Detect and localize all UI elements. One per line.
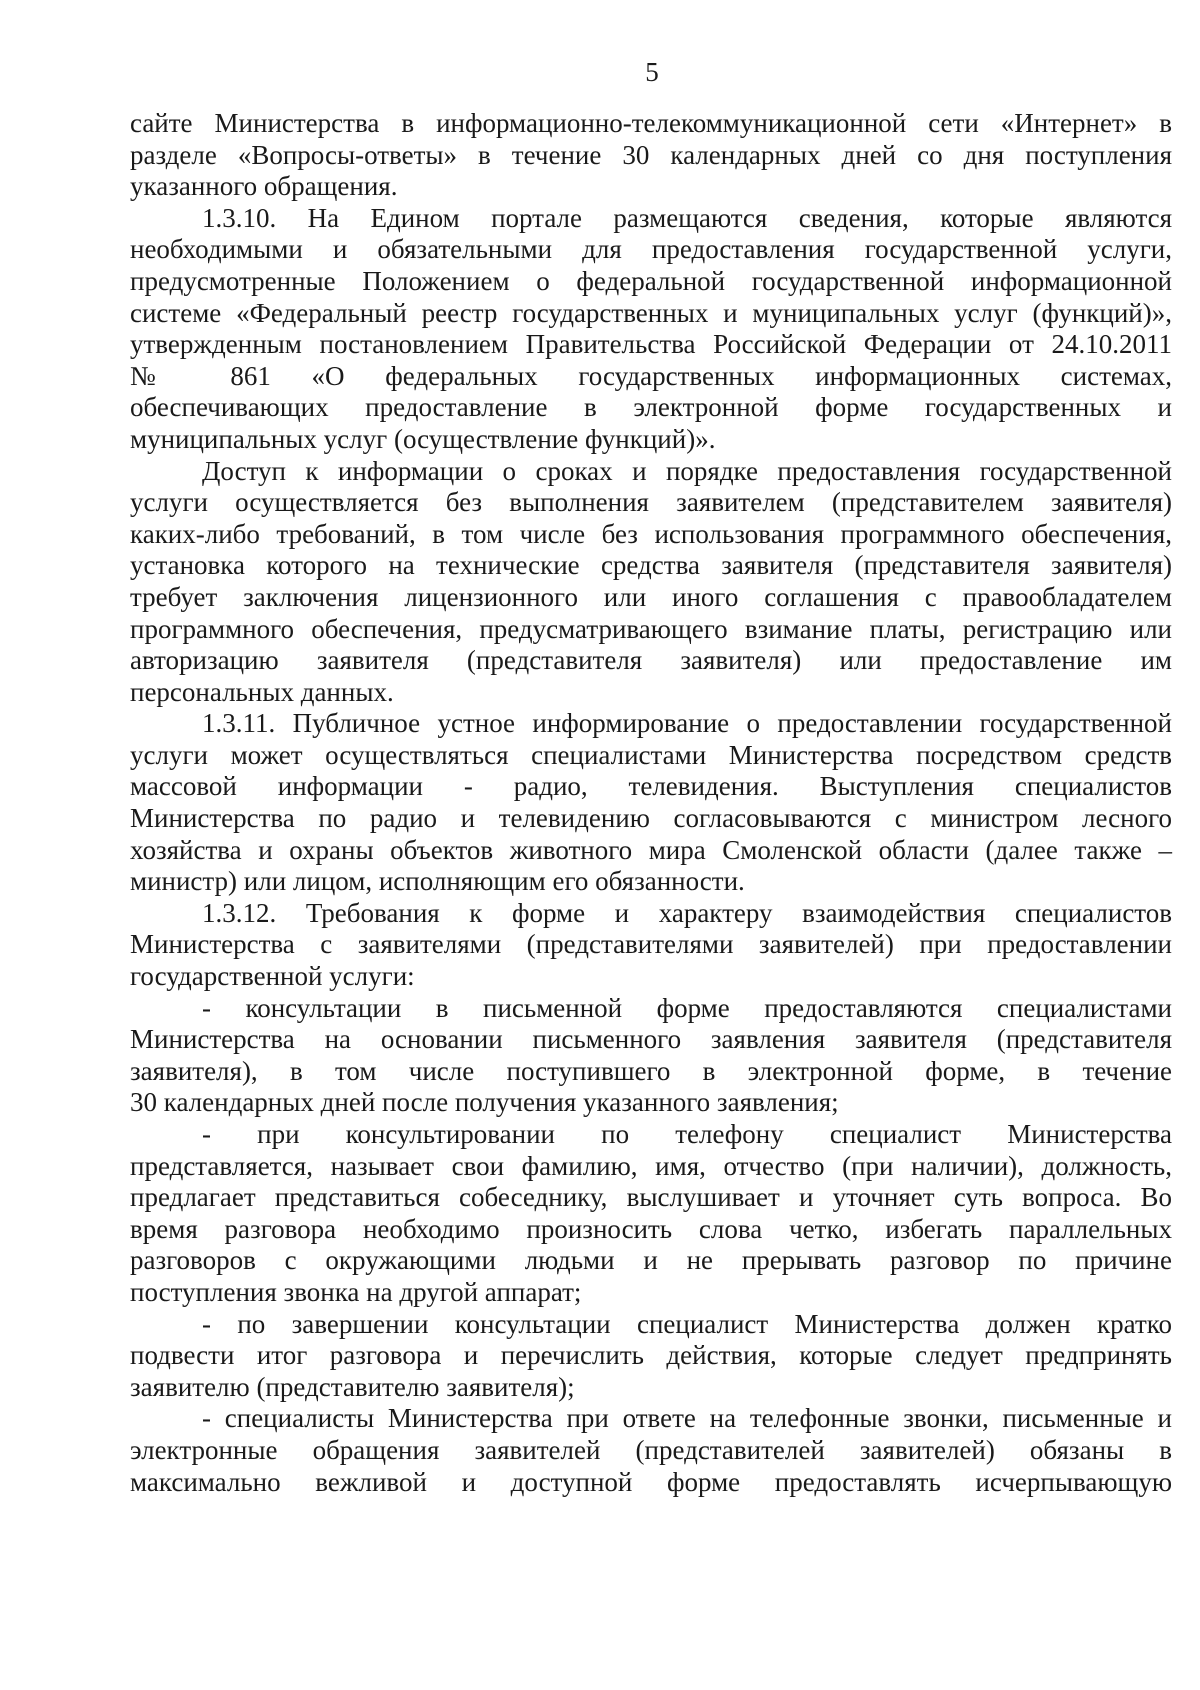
text-line: максимально вежливой и доступной форме предоставлять исчерпывающую: [130, 1466, 1172, 1497]
text-line: программного обеспечения, предусматривающего взимание платы, регистрацию или: [130, 613, 1172, 644]
text-line: разговоров с окружающими людьми и не прерывать разговор по причине: [130, 1245, 1172, 1276]
text-line: 1.3.10. На Едином портале размещаются сведения, которые являются: [202, 202, 1172, 233]
text-line: указанного обращения.: [130, 171, 398, 202]
text-line: министр) или лицом, исполняющим его обязанности.: [130, 866, 745, 897]
text-line: 1.3.12. Требования к форме и характеру взаимодействия специалистов: [202, 897, 1172, 928]
text-line: услуги осуществляется без выполнения заявителем (представителем заявителя): [130, 487, 1172, 518]
text-line: - специалисты Министерства при ответе на телефонные звонки, письменные и: [202, 1403, 1172, 1434]
text-line: поступления звонка на другой аппарат;: [130, 1276, 582, 1307]
text-line: электронные обращения заявителей (представителей заявителей) обязаны в: [130, 1434, 1172, 1465]
text-line: утвержденным постановлением Правительства Российской Федерации от 24.10.2011: [130, 329, 1172, 360]
text-line: персональных данных.: [130, 676, 394, 707]
text-line: - консультации в письменной форме предоставляются специалистами: [202, 992, 1172, 1023]
text-line: № 861 «О федеральных государственных информационных системах,: [130, 360, 1172, 391]
text-line: Доступ к информации о сроках и порядке предоставления государственной: [202, 455, 1172, 486]
text-line: каких-либо требований, в том числе без использования программного обеспечения,: [130, 518, 1172, 549]
text-line: системе «Федеральный реестр государственных и муниципальных услуг (функций)»,: [130, 297, 1172, 328]
text-line: государственной услуги:: [130, 961, 415, 992]
text-line: муниципальных услуг (осуществление функций)».: [130, 423, 716, 454]
text-line: 30 календарных дней после получения указанного заявления;: [130, 1087, 839, 1118]
page-number: 5: [645, 57, 659, 87]
text-line: заявителю (представителю заявителя);: [130, 1371, 575, 1402]
text-line: услуги может осуществляться специалистами Министерства посредством средств: [130, 739, 1172, 770]
text-line: установка которого на технические средства заявителя (представителя заявителя): [130, 550, 1172, 581]
text-line: Министерства с заявителями (представителями заявителей) при предоставлении: [130, 929, 1172, 960]
text-line: авторизацию заявителя (представителя заявителя) или предоставление им: [130, 645, 1172, 676]
text-line: Министерства на основании письменного заявления заявителя (представителя: [130, 1024, 1172, 1055]
text-line: обеспечивающих предоставление в электронной форме государственных и: [130, 392, 1172, 423]
text-line: подвести итог разговора и перечислить действия, которые следует предпринять: [130, 1340, 1172, 1371]
text-line: представляется, называет свои фамилию, имя, отчество (при наличии), должность,: [130, 1150, 1172, 1181]
text-line: заявителя), в том числе поступившего в электронной форме, в течение: [130, 1055, 1172, 1086]
text-line: разделе «Вопросы-ответы» в течение 30 календарных дней со дня поступления: [130, 139, 1172, 170]
text-line: время разговора необходимо произносить слова четко, избегать параллельных: [130, 1213, 1172, 1244]
text-line: - при консультировании по телефону специалист Министерства: [202, 1119, 1172, 1149]
text-line: необходимыми и обязательными для предоставления государственной услуги,: [130, 234, 1172, 265]
document-body: [130, 108, 1172, 1498]
text-line: массовой информации - радио, телевидения. Выступления специалистов: [130, 771, 1172, 802]
text-line: требует заключения лицензионного или иного соглашения с правообладателем: [130, 581, 1172, 612]
text-line: Министерства по радио и телевидению согласовываются с министром лесного: [130, 803, 1172, 834]
text-line: хозяйства и охраны объектов животного мира Смоленской области (далее также –: [130, 834, 1172, 865]
text-line: предлагает представиться собеседнику, выслушивает и уточняет суть вопроса. Во: [130, 1182, 1172, 1213]
text-line: 1.3.11. Публичное устное информирование о предоставлении государственной: [202, 708, 1172, 739]
text-line: - по завершении консультации специалист Министерства должен кратко: [202, 1308, 1172, 1339]
text-line: предусмотренные Положением о федеральной государственной информационной: [130, 265, 1172, 296]
text-line: сайте Министерства в информационно-телекоммуникационной сети «Интернет» в: [130, 108, 1172, 138]
